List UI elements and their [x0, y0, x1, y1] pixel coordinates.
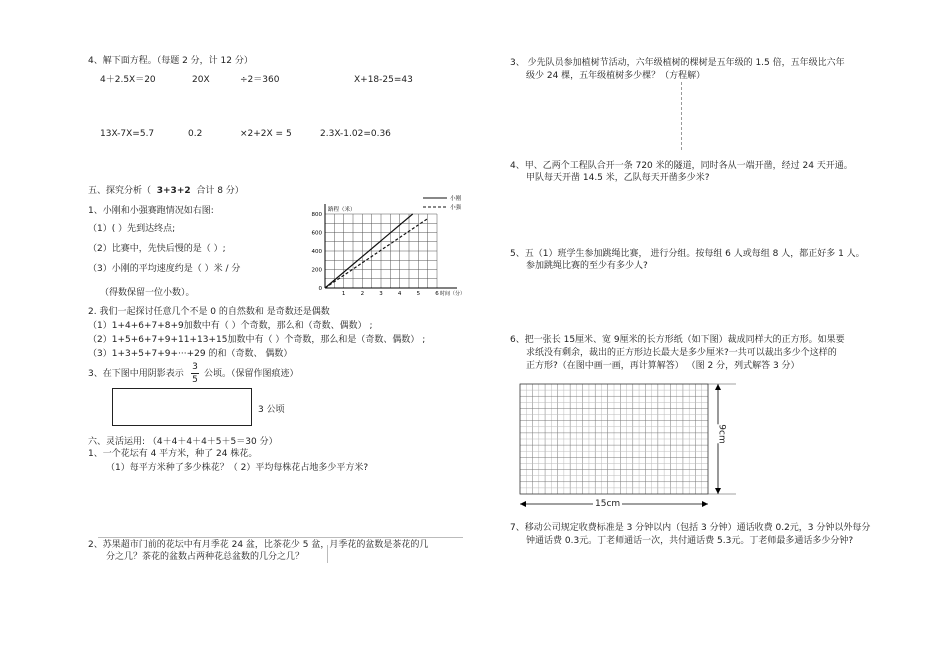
- s6-q2-line1: 2、苏果超市门前的花坛中有月季花 24 盆，比茶花少 5 盆，月季花的盆数是茶花的几: [88, 540, 429, 550]
- equation-2b: ÷2＝360: [240, 75, 280, 85]
- hectare-label: 3 公顷: [258, 405, 285, 415]
- hectare-rectangle: [112, 388, 252, 426]
- x-tick-label: 5: [416, 291, 421, 297]
- x-tick-label: 1: [341, 291, 346, 297]
- r-q7-line1: 7、移动公司规定收费标准是 3 分钟以内（包括 3 分钟）通话收费 0.2元，3 分钟以外每分: [510, 523, 871, 533]
- equation-5b: ×2+2X = 5: [240, 129, 292, 139]
- r-q3-line2: 级少 24 棵，五年级植树多少棵？（方程解）: [526, 71, 706, 81]
- y-tick-label: 800: [311, 212, 322, 218]
- grid-height-label: 9cm: [716, 424, 727, 444]
- r-q6-line3: 正方形?（在图中画一画，再计算解答） （图 2 分，列式解答 3 分）: [526, 361, 800, 371]
- r-q7-line2: 钟通话费 0.3元。丁老师通话一次，共付通话费 5.3元。丁老师最多通话多少分钟?: [526, 536, 854, 546]
- y-axis-label: 路程（米）: [328, 207, 356, 213]
- fraction-numerator: 3: [192, 362, 198, 372]
- s5-q2-a: （1）1+4+6+7+8+9加数中有（ ）个奇数，那么和（奇数、偶数） ;: [88, 321, 373, 331]
- legend-label: 小强: [450, 205, 462, 211]
- s5-q2: 2. 我们一起探讨任意几个不是 0 的自然数和 是奇数还是偶数: [88, 307, 330, 317]
- s6-q1-sub: （1）每平方米种了多少株花？（ 2）平均每株花占地多少平方米?: [106, 463, 369, 473]
- fraction-bar: [191, 373, 199, 374]
- race-chart: [305, 190, 475, 302]
- r-q4-line1: 4、甲、乙两个工程队合开一条 720 米的隧道，同时各从一端开凿，经过 24 天开通。: [510, 161, 853, 171]
- x-tick-label: 6: [435, 291, 439, 297]
- s6-q1: 1、一个花坛有 4 平方米，种了 24 株花。: [88, 449, 258, 459]
- grid-width-label: 15cm: [595, 499, 621, 509]
- s5-q1-a: （1）( ）先到达终点;: [88, 224, 176, 234]
- s5-q1-d: （得数保留一位小数）。: [100, 288, 195, 298]
- r-q6-line1: 6、把一张长 15厘米、宽 9厘米的长方形纸（如下图）裁成同样大的正方形。如果要: [510, 335, 845, 345]
- x-tick-label: 2: [360, 291, 365, 297]
- y-tick-label: 400: [311, 249, 322, 255]
- s5-q2-c: （3）1+3+5+7+9+···+29 的和（奇数、 偶数）: [88, 349, 293, 359]
- s5-q2-b: （2）1+5+6+7+9+11+13+15加数中有（ ）个奇数，那么和是（奇数、偶数） ;: [88, 335, 426, 345]
- x-tick-label: 3: [379, 291, 383, 297]
- equation-4: 13X-7X=5.7: [100, 129, 155, 139]
- s5-q1-c: （3）小刚的平均速度约是（ ）米 / 分: [88, 264, 241, 274]
- s5-q3-suffix: 公顷。（保留作图痕迹）: [204, 369, 299, 379]
- arrow-down-icon: [715, 488, 721, 494]
- arrow-right-icon: [702, 501, 708, 507]
- legend-label: 小刚: [450, 196, 462, 202]
- r-q3-line1: 3、 少先队员参加植树节活动，六年级植树的棵树是五年级的 1.5 倍，五年级比六年: [510, 58, 845, 68]
- s5-q1-b: （2）比赛中，先快后慢的是（ ）;: [88, 244, 226, 254]
- x-tick-label: 4: [397, 291, 402, 297]
- equation-2a: 20X: [192, 75, 210, 85]
- y-tick-label: 600: [311, 230, 322, 237]
- dashed-line: [681, 82, 682, 150]
- fraction-denominator: 5: [192, 375, 198, 385]
- paper-grid: [512, 380, 744, 518]
- arrow-up-icon: [715, 384, 721, 390]
- equation-6: 2.3X-1.02=0.36: [320, 129, 391, 139]
- y-tick-label: 200: [311, 267, 322, 274]
- series-line: [325, 219, 428, 288]
- section6-title: 六、灵活运用: （4＋4＋4＋4＋5＋5＝30 分）: [88, 437, 278, 447]
- y-tick-label: 0: [318, 286, 322, 292]
- equation-3: X+18-25=43: [354, 75, 413, 85]
- s5-q3-prefix: 3、在下图中用阴影表示: [88, 369, 184, 379]
- scan-line: [98, 537, 463, 538]
- x-axis-label: 时间（分）: [440, 291, 466, 297]
- equation-5a: 0.2: [188, 129, 203, 139]
- q4-title: 4、解下面方程。（每题 2 分，计 12 分）: [88, 56, 253, 66]
- s6-q2-line2: 分之几？茶花的盆数占两种花总盆数的几分之几？: [106, 552, 305, 562]
- scan-line-vertical: [327, 545, 328, 563]
- r-q5-line1: 5、五（1）班学生参加跳绳比赛， 进行分组。按每组 6 人或每组 8 人，都正好多 1 人。: [510, 249, 865, 259]
- s5-q1: 1、小刚和小强赛跑情况如右图:: [88, 206, 214, 216]
- r-q6-line2: 求纸没有剩余，裁出的正方形边长最大是多少厘米?一共可以裁出多少个这样的: [526, 348, 837, 358]
- r-q4-line2: 甲队每天开凿 14.5 米，乙队每天开凿多少米?: [526, 173, 710, 183]
- equation-1: 4＋2.5X＝20: [100, 75, 156, 85]
- r-q5-line2: 参加跳绳比赛的至少有多少人?: [526, 261, 648, 271]
- arrow-left-icon: [520, 501, 526, 507]
- section5-title: 五、探究分析（ 3+3+2 合计 8 分）: [88, 186, 244, 196]
